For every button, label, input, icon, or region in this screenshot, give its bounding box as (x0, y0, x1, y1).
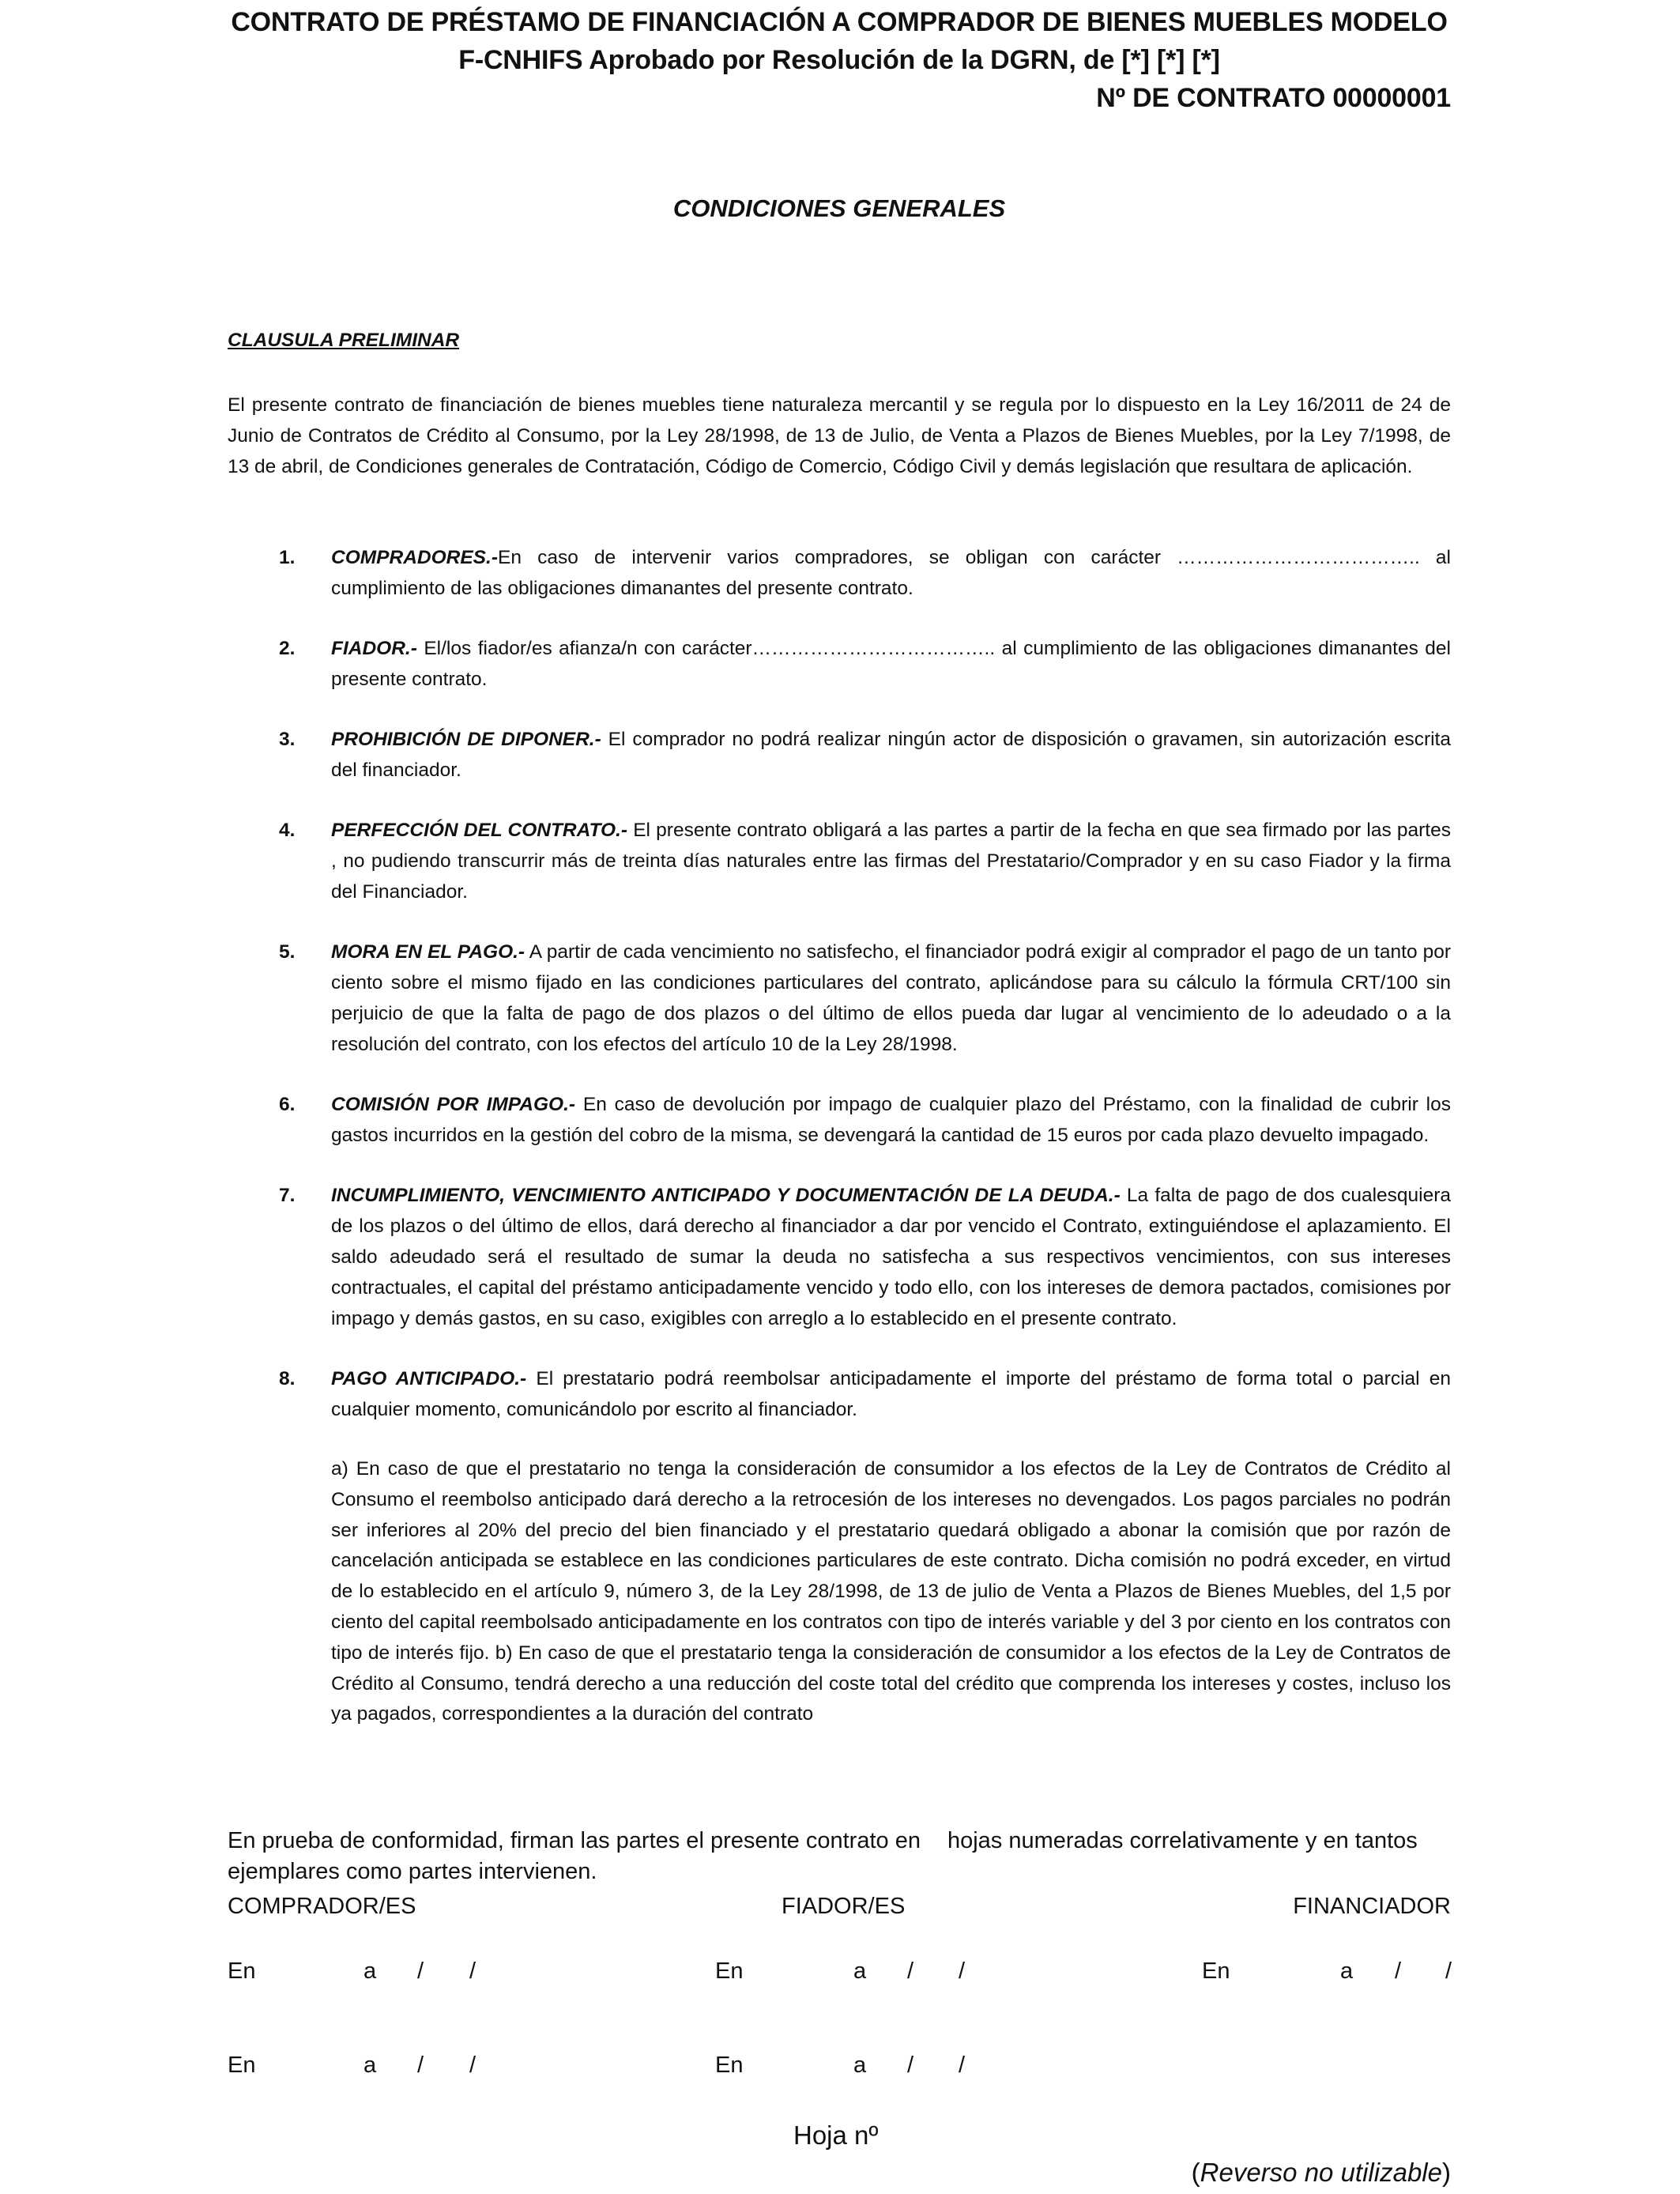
reverse-unused-note (1192, 2158, 1451, 2188)
clause-number: 1. (279, 547, 296, 568)
contract-title-line2: F-CNHIFS Aprobado por Resolución de la DGRN, de [*] [*] [*] (458, 45, 1220, 75)
clause-number: 4. (279, 820, 296, 841)
clause-number: 2. (279, 638, 296, 659)
date-slash: / (469, 1958, 477, 1984)
date-slash: / (959, 1958, 966, 1984)
buyer-label: COMPRADOR/ES (228, 1894, 416, 1919)
clause-text: En caso de intervenir varios compradores, se obligan con carácter ……………………………….. al cumplimiento de las obligaciones dimanantes del presente contrato. (331, 547, 1451, 599)
clause-number: 8. (279, 1368, 296, 1389)
clause-title: COMPRADORES.- (331, 547, 498, 568)
preliminary-clause-text: El presente contrato de financiación de bienes muebles tiene naturaleza mercantil y se regula por lo dispuesto en la Ley 16/2011 de 24 de Junio de Contratos de Crédito al Consumo, por la Ley 28/1998, de 13 de Julio, de Venta a Plazos de Bienes Muebles, por la Ley 7/1998, de 13 de abril, de Condiciones generales de Contratación, Código de Comercio, Código Civil y demás legislación que resultara de aplicación. (228, 394, 1451, 477)
clause-5 (228, 937, 1451, 1060)
clause-2 (228, 633, 1451, 695)
date-slash: / (417, 1958, 424, 1984)
guarantor-label: FIADOR/ES (782, 1894, 906, 1919)
conformity-statement (228, 1826, 1451, 1887)
reverse-note-close-paren: ) (1442, 2158, 1451, 2187)
place-label: En (1202, 1958, 1230, 1984)
clause-8-subparagraph: a) En caso de que el prestatario no tenga la consideración de consumidor a los efectos de la Ley de Contratos de Crédito al Consumo el reembolso anticipado dará derecho a la retrocesión de los intereses no devengados. Los pagos parciales no podrán ser inferiores al 20% del precio del bien financiado y el prestatario quedará obligado a abonar la comisión que por razón de cancelación anticipada se establece en las condiciones particulares de este contrato. Dicha comisión no podrá exceder, en virtud de lo establecido en el artículo 9, número 3, de la Ley 28/1998, de 13 de julio de Venta a Plazos de Bienes Muebles, del 1,5 por ciento del capital reembolsado anticipadamente en los contratos con tipo de interés variable y del 3 por ciento en los contratos con tipo de interés fijo. b) En caso de que el prestatario tenga la consideración de consumidor a los efectos de la Ley de Contratos de Crédito al Consumo, tendrá derecho a una reducción del coste total del crédito que comprenda los intereses y costes, incluso los ya pagados, correspondientes a la duración del contrato (331, 1458, 1451, 1725)
date-label: a (363, 2053, 377, 2078)
clause-number: 3. (279, 729, 296, 750)
date-label: a (853, 1958, 867, 1984)
clause-6 (228, 1089, 1451, 1151)
date-slash: / (907, 1958, 914, 1984)
preliminary-clause-title: CLAUSULA PRELIMINAR (228, 330, 460, 351)
clause-text: El presente contrato obligará a las partes a partir de la fecha en que sea firmado por las partes , no pudiendo transcurrir más de treinta días naturales entre las firmas del Prestatario/Comprador y en su caso Fiador y la firma del Financiador. (331, 820, 1451, 903)
clause-text: En caso de devolución por impago de cualquier plazo del Préstamo, con la finalidad de cubrir los gastos incurridos en la gestión del cobro de la misma, se devengará la cantidad de 15 euros por cada plazo devuelto impagado. (331, 1094, 1451, 1146)
clause-7 (228, 1180, 1451, 1334)
clause-text: La falta de pago de dos cualesquiera de los plazos o del último de ellos, dará derecho al financiador a dar por vencido el Contrato, extinguiéndose el aplazamiento. El saldo adeudado será el resultado de sumar la deuda no satisfecha a sus respectivos vencimientos, con sus intereses contractuales, el capital del préstamo anticipadamente vencido y todo ello, con los intereses de demora pactados, comisiones por impago y demás gastos, en su caso, exigibles con arreglo a lo establecido en el presente contrato. (331, 1185, 1451, 1329)
contract-header (228, 3, 1451, 117)
place-label: En (715, 2053, 744, 2078)
date-label: a (853, 2053, 867, 2078)
clause-number: 5. (279, 941, 296, 963)
clause-title: PAGO ANTICIPADO.- (331, 1368, 527, 1389)
section-title: CONDICIONES GENERALES (672, 194, 1006, 222)
clause-number: 6. (279, 1094, 296, 1115)
place-label: En (228, 2053, 256, 2078)
reverse-note-text: Reverso no utilizable (1200, 2158, 1442, 2187)
clause-title: PERFECCIÓN DEL CONTRATO.- (331, 820, 628, 841)
date-slash: / (1395, 1958, 1402, 1984)
conformity-text-part2: hojas numeradas correlativamente y en tantos ejemplares como partes intervienen. (228, 1828, 1418, 1884)
clause-1 (228, 542, 1451, 604)
date-slash: / (469, 2053, 477, 2078)
date-slash: / (1445, 1958, 1452, 1984)
clause-title: FIADOR.- (331, 638, 417, 659)
place-label: En (715, 1958, 744, 1984)
clause-8 (228, 1363, 1451, 1425)
clause-list (228, 542, 1451, 1730)
clause-number: 7. (279, 1185, 296, 1206)
clause-title: PROHIBICIÓN DE DIPONER.- (331, 729, 601, 750)
contract-title-line1: CONTRATO DE PRÉSTAMO DE FINANCIACIÓN A COMPRADOR DE BIENES MUEBLES MODELO (231, 7, 1448, 37)
clause-text: El/los fiador/es afianza/n con carácter……………………………….. al cumplimiento de las obligaciones dimanantes del presente contrato. (331, 638, 1451, 690)
clause-4 (228, 815, 1451, 907)
clause-text: A partir de cada vencimiento no satisfecho, el financiador podrá exigir al comprador el pago de un tanto por ciento sobre el mismo fijado en las condiciones particulares del contrato, aplicándose para su cálculo la fórmula CRT/100 sin perjuicio de que la falta de pago de dos plazos o del último de ellos pueda dar lugar al vencimiento de lo adeudado o a la resolución del contrato, con los efectos del artículo 10 de la Ley 28/1998. (331, 941, 1451, 1055)
date-slash: / (959, 2053, 966, 2078)
date-label: a (1340, 1958, 1354, 1984)
financier-label: FINANCIADOR (1293, 1894, 1451, 1919)
clause-text: El prestatario podrá reembolsar anticipadamente el importe del préstamo de forma total o parcial en cualquier momento, comunicándolo por escrito al financiador. (331, 1368, 1451, 1420)
reverse-note-open-paren: ( (1191, 2158, 1200, 2187)
contract-number: Nº DE CONTRATO 00000001 (1096, 83, 1451, 113)
clause-title: MORA EN EL PAGO.- (331, 941, 525, 963)
clause-3 (228, 724, 1451, 786)
date-slash: / (417, 2053, 424, 2078)
place-label: En (228, 1958, 256, 1984)
clause-text: El comprador no podrá realizar ningún actor de disposición o gravamen, sin autorización escrita del financiador. (331, 729, 1451, 781)
conformity-text-part1: En prueba de conformidad, firman las partes el presente contrato en (228, 1828, 921, 1853)
clause-title: INCUMPLIMIENTO, VENCIMIENTO ANTICIPADO Y DOCUMENTACIÓN DE LA DEUDA.- (331, 1185, 1121, 1206)
clause-title: COMISIÓN POR IMPAGO.- (331, 1094, 576, 1115)
date-label: a (363, 1958, 377, 1984)
date-slash: / (907, 2053, 914, 2078)
sheet-number-label: Hoja nº (793, 2120, 879, 2150)
